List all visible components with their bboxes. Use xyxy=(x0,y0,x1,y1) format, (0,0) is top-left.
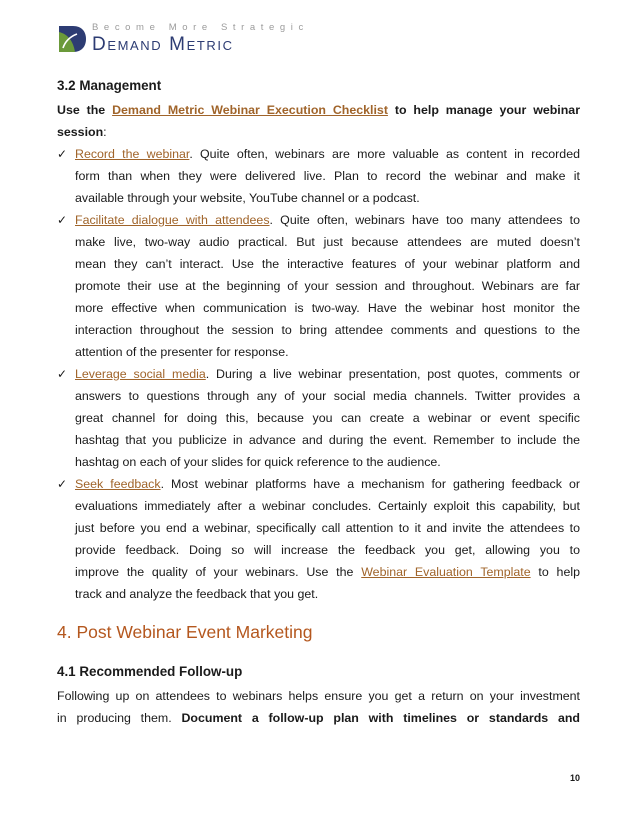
follow-up-l2-bold: Document a follow-up plan with timelines or standards and xyxy=(181,711,580,725)
facilitate-dialogue-lead: Facilitate dialogue with attendees xyxy=(75,213,270,227)
intro-colon: : xyxy=(103,125,107,139)
bullet-4-l5-a: improve the quality of your webinars. Use the xyxy=(75,565,354,579)
intro-text-b: to help manage your webinar xyxy=(394,103,581,117)
bullet-4-line-2: evaluations immediately after a webinar concludes. Certainly exploit this capability, but xyxy=(75,499,580,513)
section-heading-4-1: 4.1 Recommended Follow-up xyxy=(57,664,243,679)
intro-line-1 xyxy=(57,99,580,121)
bullet-2-line-5: more effective when communication is two-way. Have the webinar host monitor the xyxy=(75,301,580,315)
section-heading-4: 4. Post Webinar Event Marketing xyxy=(57,622,313,642)
bullet-4-line-5 xyxy=(75,561,580,583)
bullet-4-l5-b: to help xyxy=(538,565,580,579)
bullet-4-rest: . Most webinar platforms have a mechanism for gathering feedback or xyxy=(160,477,580,491)
intro-line-2 xyxy=(57,121,107,143)
logo-name: Demand Metric xyxy=(92,34,234,55)
follow-up-l2-a: in producing them. xyxy=(57,711,172,725)
bullet-2-line-6: interaction throughout the session to bring attendee comments and questions to the xyxy=(75,323,580,337)
checkmark-icon: ✓ xyxy=(57,477,68,491)
record-webinar-lead: Record the webinar xyxy=(75,147,190,161)
demand-metric-logo xyxy=(57,20,317,58)
follow-up-line-2 xyxy=(57,707,580,729)
bullet-3-line-2: answers to questions through any of your social media channels. Twitter provides a xyxy=(75,389,580,403)
bullet-1-line-2: form than when they were delivered live. Plan to record the webinar and make it xyxy=(75,169,580,183)
page-number: 10 xyxy=(569,773,580,783)
bullet-2-line-1 xyxy=(75,209,580,231)
webinar-evaluation-template-link[interactable]: Webinar Evaluation Template xyxy=(361,565,531,579)
follow-up-line-1: Following up on attendees to webinars helps ensure you get a return on your investment xyxy=(57,689,580,703)
leverage-social-media-lead: Leverage social media xyxy=(75,367,206,381)
seek-feedback-lead: Seek feedback xyxy=(75,477,161,491)
section-heading-3-2: 3.2 Management xyxy=(57,78,162,93)
execution-checklist-link[interactable]: Demand Metric Webinar Execution Checklist xyxy=(112,103,388,117)
checkmark-icon: ✓ xyxy=(57,147,68,161)
bullet-4-line-1 xyxy=(75,473,580,495)
bullet-3-line-3: great channel for doing this, because you can create a webinar or event specific xyxy=(75,411,580,425)
bullet-4-line-3: just before you end a webinar, specifically call attention to it and invite the attendees to xyxy=(75,521,580,535)
bullet-1-rest: . Quite often, webinars are more valuable as content in recorded xyxy=(189,147,580,161)
bullet-1-line-1 xyxy=(75,143,580,165)
logo-mark-icon xyxy=(57,24,87,54)
bullet-2-line-3: mean they can’t interact. Use the interactive features of your webinar platform and xyxy=(75,257,580,271)
bullet-3-line-5: hashtag on each of your slides for quick reference to the audience. xyxy=(75,455,441,469)
bullet-1-line-3: available through your website, YouTube channel or a podcast. xyxy=(75,191,420,205)
bullet-2-line-7: attention of the presenter for response. xyxy=(75,345,289,359)
checkmark-icon: ✓ xyxy=(57,367,68,381)
logo-tagline: Become More Strategic xyxy=(92,22,309,33)
bullet-2-line-4: promote their use at the beginning of your session and throughout. Webinars are far xyxy=(75,279,580,293)
intro-text-a: Use the xyxy=(57,103,106,117)
bullet-2-line-2: make live, two-way audio practical. But just because attendees are muted doesn’t xyxy=(75,235,580,249)
bullet-2-rest: . Quite often, webinars have too many attendees to xyxy=(269,213,580,227)
checkmark-icon: ✓ xyxy=(57,213,68,227)
intro-session-word: session xyxy=(57,125,104,139)
bullet-3-line-4: hashtag that you publicize in advance and during the event. Remember to include the xyxy=(75,433,580,447)
bullet-3-line-1 xyxy=(75,363,580,385)
bullet-4-line-4: provide feedback. Doing so will increase the feedback you get, allowing you to xyxy=(75,543,580,557)
bullet-3-rest: . During a live webinar presentation, post quotes, comments or xyxy=(205,367,581,381)
bullet-4-line-6: track and analyze the feedback that you get. xyxy=(75,587,319,601)
